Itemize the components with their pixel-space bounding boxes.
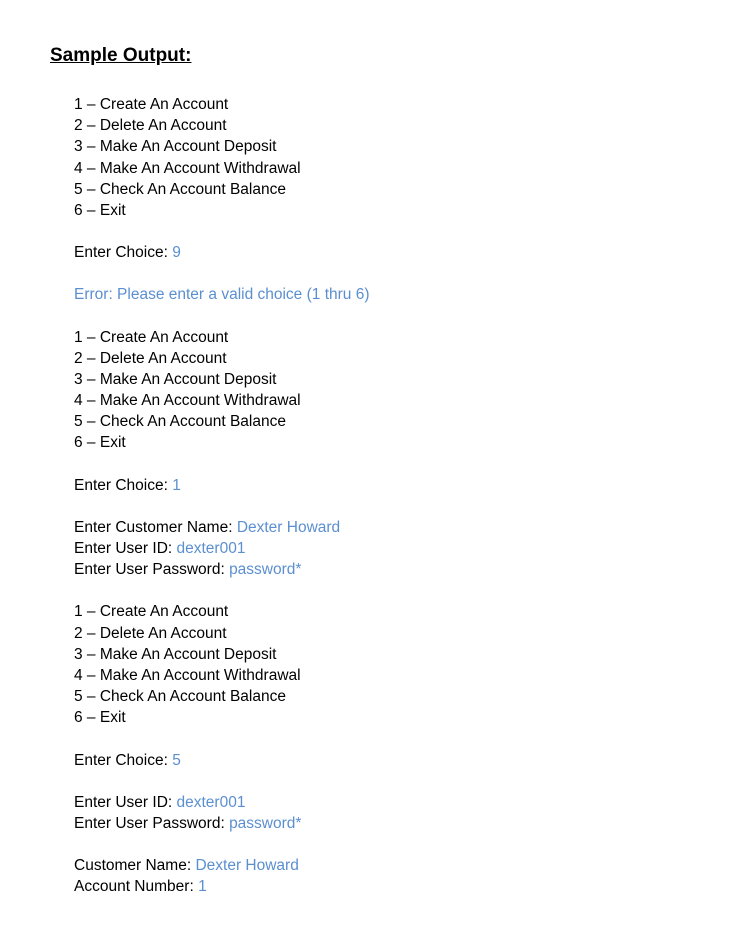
user-password-value: password* bbox=[229, 561, 302, 579]
menu-item-withdrawal: 4 – Make An Account Withdrawal bbox=[74, 666, 301, 684]
enter-user-id-label: Enter User ID: bbox=[74, 540, 177, 557]
customer-name-value: Dexter Howard bbox=[236, 518, 341, 536]
console-output bbox=[74, 94, 370, 897]
menu-item-balance: 5 – Check An Account Balance bbox=[74, 180, 286, 198]
menu-item-exit: 6 – Exit bbox=[74, 201, 126, 219]
menu-item-deposit: 3 – Make An Account Deposit bbox=[74, 645, 277, 663]
customer-name-line bbox=[74, 855, 370, 876]
menu-item-exit: 6 – Exit bbox=[74, 434, 126, 452]
menu-item-delete: 2 – Delete An Account bbox=[74, 624, 227, 642]
customer-name-label: Customer Name: bbox=[74, 857, 196, 875]
enter-choice-line bbox=[74, 475, 370, 496]
menu-item-delete: 2 – Delete An Account bbox=[74, 349, 227, 367]
enter-user-password-label: Enter User Password: bbox=[74, 561, 230, 579]
enter-user-id-line bbox=[74, 538, 370, 559]
enter-choice-label: Enter Choice: bbox=[74, 476, 173, 494]
account-number-line bbox=[74, 876, 370, 897]
choice-value: 9 bbox=[172, 244, 181, 262]
menu-item-create: 1 – Create An Account bbox=[74, 603, 229, 621]
account-number-label: Account Number: bbox=[74, 878, 199, 896]
user-password-value: password* bbox=[229, 814, 302, 832]
menu-item-withdrawal: 4 – Make An Account Withdrawal bbox=[74, 159, 301, 177]
menu-item-deposit: 3 – Make An Account Deposit bbox=[74, 370, 277, 388]
menu-block bbox=[74, 94, 370, 221]
error-message: Error: Please enter a valid choice (1 thru 6) bbox=[74, 286, 370, 304]
user-id-value: dexter001 bbox=[176, 793, 246, 811]
user-id-value: dexter001 bbox=[176, 540, 246, 557]
menu-item-exit: 6 – Exit bbox=[74, 709, 126, 727]
enter-user-password-label: Enter User Password: bbox=[74, 814, 230, 832]
enter-user-password-line bbox=[74, 559, 370, 580]
choice-value: 5 bbox=[172, 751, 181, 769]
menu-item-balance: 5 – Check An Account Balance bbox=[74, 688, 286, 706]
enter-choice-line bbox=[74, 750, 370, 771]
enter-customer-name-line bbox=[74, 517, 370, 538]
menu-item-withdrawal: 4 – Make An Account Withdrawal bbox=[74, 392, 301, 410]
enter-user-password-line bbox=[74, 813, 370, 834]
menu-block bbox=[74, 601, 370, 728]
menu-block bbox=[74, 327, 370, 454]
menu-item-balance: 5 – Check An Account Balance bbox=[74, 413, 286, 431]
customer-name-result: Dexter Howard bbox=[195, 857, 299, 875]
menu-item-delete: 2 – Delete An Account bbox=[74, 117, 227, 135]
menu-item-create: 1 – Create An Account bbox=[74, 96, 229, 113]
sample-output-heading: Sample Output: bbox=[50, 45, 192, 66]
menu-item-deposit: 3 – Make An Account Deposit bbox=[74, 138, 277, 156]
menu-item-create: 1 – Create An Account bbox=[74, 328, 229, 346]
account-number-result: 1 bbox=[198, 878, 207, 896]
choice-value: 1 bbox=[172, 476, 181, 494]
enter-choice-label: Enter Choice: bbox=[74, 751, 173, 769]
enter-choice-label: Enter Choice: bbox=[74, 244, 173, 262]
enter-user-id-line bbox=[74, 792, 370, 813]
enter-choice-line bbox=[74, 242, 370, 263]
enter-customer-name-label: Enter Customer Name: bbox=[74, 518, 237, 536]
enter-user-id-label: Enter User ID: bbox=[74, 793, 177, 811]
